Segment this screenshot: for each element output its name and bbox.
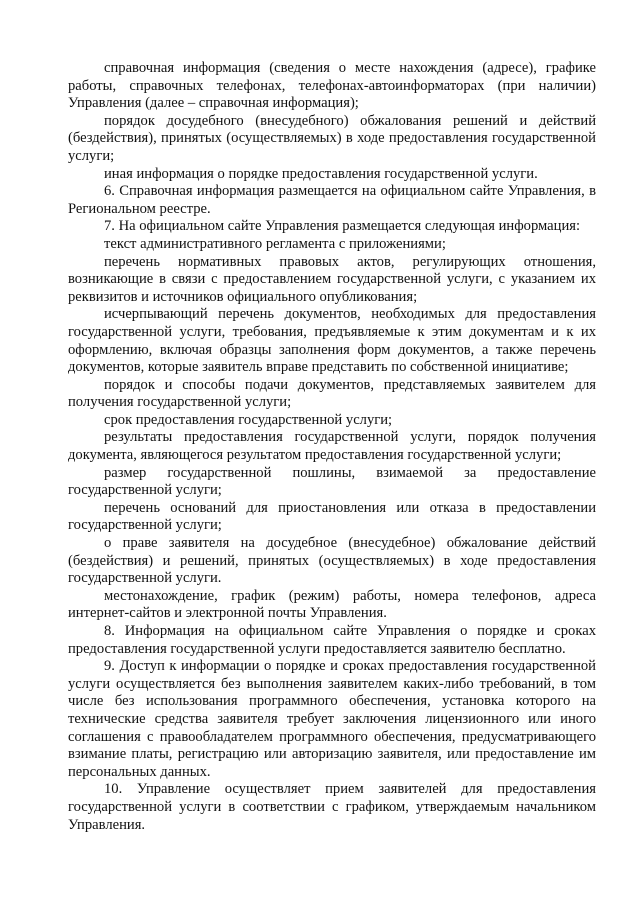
document-page: [68, 60, 596, 834]
paragraph-location-contacts: местонахождение, график (режим) работы, номера телефонов, адреса интернет-сайтов и электронной почты Управления.: [68, 587, 596, 622]
paragraph-service-results: результаты предоставления государственной услуги, порядок получения документа, являющегося результатом предоставления государственной услуги;: [68, 429, 596, 464]
paragraph-documents-list: исчерпывающий перечень документов, необходимых для предоставления государственной услуги, требования, предъявляемые к этим документам и к их оформлению, включая образцы заполнения форм документов, а также перечень документов, которые заявитель вправе представить по собственной инициативе;: [68, 306, 596, 376]
paragraph-legal-acts: перечень нормативных правовых актов, регулирующих отношения, возникающие в связи с предоставлением государственной услуги, с указанием их реквизитов и источников официального опубликования;: [68, 253, 596, 305]
paragraph-item-10: 10. Управление осуществляет прием заявителей для предоставления государственной услуги в соответствии с графиком, утверждаемым начальником Управления.: [68, 781, 596, 833]
paragraph-other-info: иная информация о порядке предоставления государственной услуги.: [104, 165, 538, 182]
paragraph-item-9: 9. Доступ к информации о порядке и сроках предоставления государственной услуги осуществляется без выполнения заявителем каких-либо требований, в том числе без использования программного обеспечения, установка которого на технические средства заявителя требует заключения лицензионного или иного соглашения с правообладателем программного обеспечения, предусматривающего взимание платы, регистрацию или авторизацию заявителя, или предоставление им персональных данных.: [68, 658, 596, 780]
paragraph-submission-methods: порядок и способы подачи документов, представляемых заявителем для получения государственной услуги;: [68, 376, 596, 411]
paragraph-state-fee: размер государственной пошлины, взимаемой за предоставление государственной услуги;: [68, 464, 596, 499]
paragraph-item-6: 6. Справочная информация размещается на официальном сайте Управления, в Региональном реестре.: [68, 183, 596, 217]
paragraph-appeal-right: о праве заявителя на досудебное (внесудебное) обжалование действий (бездействия) и решений, принятых (осуществляемых) в ходе предоставления государственной услуги.: [68, 535, 596, 587]
paragraph-regulation-text: текст административного регламента с приложениями;: [104, 235, 446, 252]
paragraph-item-7: 7. На официальном сайте Управления размещается следующая информация:: [104, 218, 581, 235]
paragraph-service-term: срок предоставления государственной услуги;: [104, 411, 393, 428]
paragraph-reference-info: справочная информация (сведения о месте нахождения (адресе), графике работы, справочных телефонах, телефонах-автоинформаторах (при наличии) Управления (далее – справочная информация);: [68, 60, 596, 112]
paragraph-refusal-grounds: перечень оснований для приостановления или отказа в предоставлении государственной услуги;: [68, 499, 596, 534]
paragraph-appeal-procedure: порядок досудебного (внесудебного) обжалования решений и действий (бездействия), принятых (осуществляемых) в ходе предоставления государственной услуги;: [68, 112, 596, 164]
paragraph-item-8: 8. Информация на официальном сайте Управления о порядке и сроках предоставления государственной услуги предоставляется заявителю бесплатно.: [68, 623, 596, 657]
